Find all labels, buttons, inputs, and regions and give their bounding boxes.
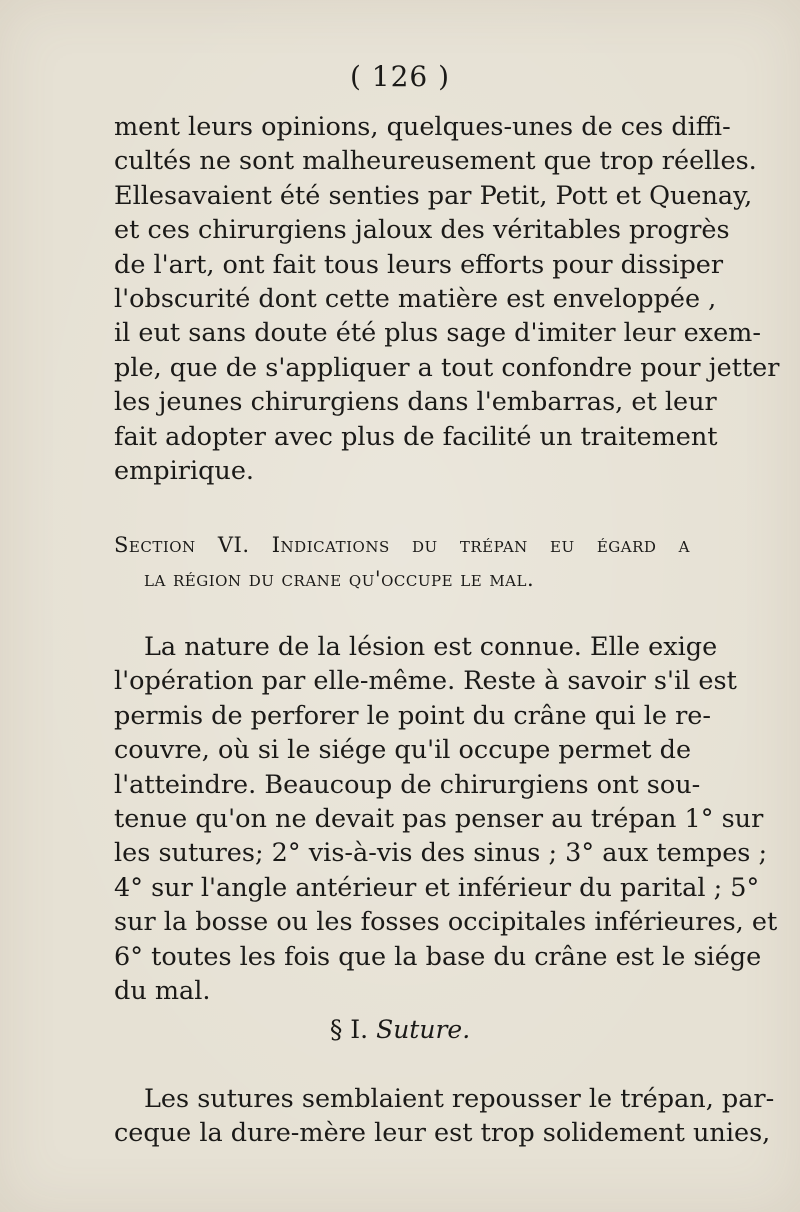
text-line: les jeunes chirurgiens dans l'embarras, et leur: [114, 387, 717, 418]
text-line: de l'art, ont fait tous leurs efforts pour dissiper: [114, 249, 724, 280]
text-line: Ellesavaient été senties par Petit, Pott et Quenay,: [114, 180, 753, 211]
text-line: tenue qu'on ne devait pas penser au trépan 1° sur: [114, 803, 764, 834]
text-line: permis de perforer le point du crâne qui le re-: [114, 700, 711, 731]
text-line: l'opération par elle-même. Reste à savoir s'il est: [114, 666, 737, 697]
text-line: couvre, où si le siége qu'il occupe permet de: [114, 735, 692, 766]
text-line: La nature de la lésion est connue. Elle exige: [144, 632, 718, 662]
text-line: Les sutures semblaient repousser le trépan, par-: [144, 1084, 775, 1114]
page-number: ( 126 ): [349, 60, 451, 93]
text-line: 6° toutes les fois que la base du crâne est le siége: [114, 941, 762, 972]
section-heading-line-2: la région du crane qu'occupe le mal.: [144, 567, 535, 591]
text-line: empirique.: [114, 455, 255, 486]
subsection-heading: [0, 1015, 800, 1044]
text-line: et ces chirurgiens jaloux des véritables progrès: [114, 215, 730, 246]
section-heading-line-1: Section VI. Indications du trépan eu égard a: [114, 533, 690, 557]
text-line: l'obscurité dont cette matière est enveloppée ,: [114, 283, 717, 314]
text-line: cultés ne sont malheureusement que trop réelles.: [114, 146, 757, 177]
paragraph-3: [114, 1082, 775, 1151]
text-line: 4° sur l'angle antérieur et inférieur du parital ; 5°: [114, 872, 760, 903]
text-line: ple, que de s'appliquer a tout confondre pour jetter: [114, 352, 780, 383]
section-heading: [114, 528, 690, 596]
text-line: ment leurs opinions, quelques-unes de ces diffi-: [114, 112, 731, 142]
section-mark: § I.: [329, 1015, 369, 1044]
subsection-title: Suture.: [376, 1015, 471, 1044]
text-line: les sutures; 2° vis-à-vis des sinus ; 3° aux tempes ;: [114, 838, 768, 869]
text-line: sur la bosse ou les fosses occipitales inférieures, et: [114, 907, 778, 938]
text-line: du mal.: [114, 975, 211, 1006]
paragraph-1: [114, 110, 780, 488]
text-line: l'atteindre. Beaucoup de chirurgiens ont sou-: [114, 769, 701, 800]
text-line: ceque la dure-mère leur est trop solidement unies,: [114, 1118, 771, 1149]
text-line: il eut sans doute été plus sage d'imiter leur exem-: [114, 318, 761, 349]
text-line: fait adopter avec plus de facilité un traitement: [114, 421, 718, 452]
paragraph-2: [114, 630, 778, 1008]
